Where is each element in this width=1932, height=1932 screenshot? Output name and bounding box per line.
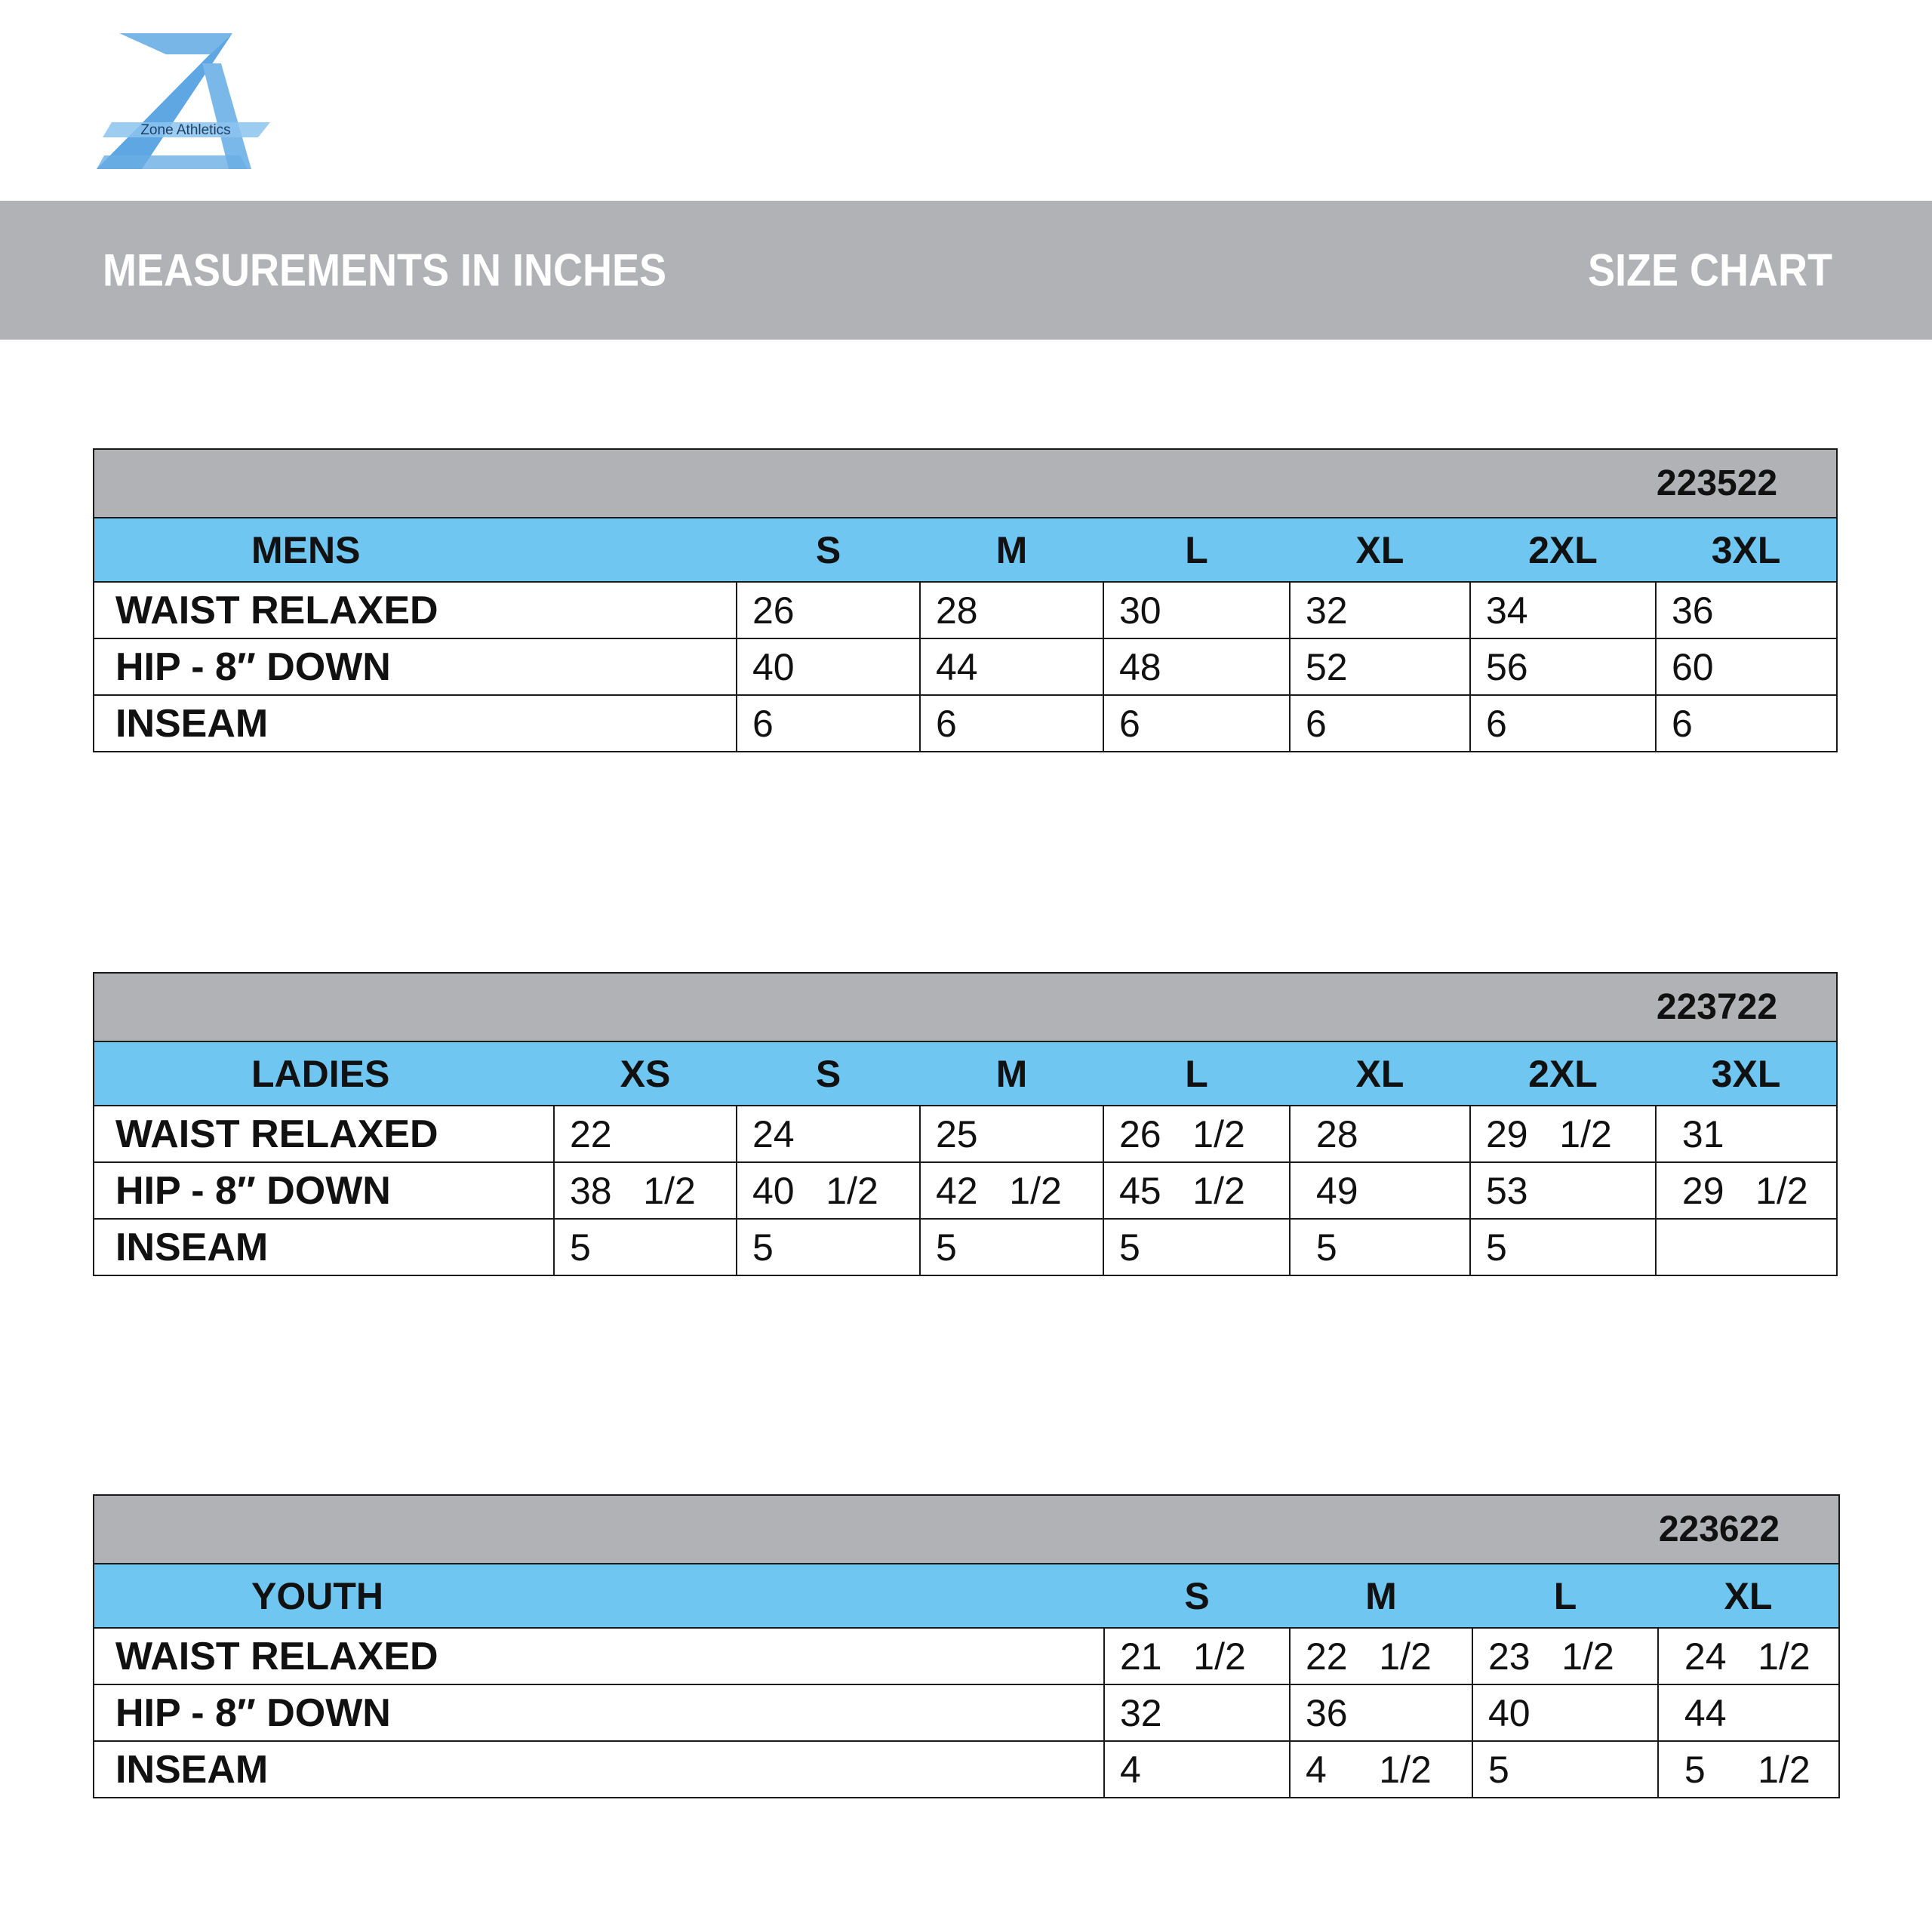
style-code: 223622 bbox=[94, 1495, 1839, 1564]
cell: 32 bbox=[1104, 1684, 1290, 1741]
cell: 28 bbox=[1290, 1106, 1470, 1162]
row-label: WAIST RELAXED bbox=[94, 582, 737, 638]
cell: 29 1/2 bbox=[1656, 1162, 1837, 1219]
mens-size-table bbox=[93, 448, 1838, 752]
cell: 5 bbox=[1103, 1219, 1290, 1275]
table-row bbox=[94, 1162, 1837, 1219]
cell: 5 bbox=[1470, 1219, 1656, 1275]
cell: 6 bbox=[1470, 695, 1656, 752]
cell: 36 bbox=[1656, 582, 1837, 638]
cell: 6 bbox=[1290, 695, 1470, 752]
cell: 52 bbox=[1290, 638, 1470, 695]
size-header: XS bbox=[554, 1041, 737, 1106]
ladies-size-table bbox=[93, 972, 1838, 1276]
cell: 6 bbox=[920, 695, 1103, 752]
cell: 5 bbox=[737, 1219, 920, 1275]
size-header: 2XL bbox=[1470, 1041, 1656, 1106]
cell: 5 bbox=[1472, 1741, 1658, 1798]
size-header: L bbox=[1103, 518, 1290, 582]
size-header: M bbox=[920, 518, 1103, 582]
row-label: HIP - 8″ DOWN bbox=[94, 638, 737, 695]
table-row bbox=[94, 695, 1837, 752]
cell: 45 1/2 bbox=[1103, 1162, 1290, 1219]
row-label: INSEAM bbox=[94, 1741, 1104, 1798]
cell: 42 1/2 bbox=[920, 1162, 1103, 1219]
brand-logo bbox=[97, 33, 276, 169]
size-header: M bbox=[920, 1041, 1103, 1106]
cell: 4 bbox=[1104, 1741, 1290, 1798]
cell: 5 1/2 bbox=[1658, 1741, 1839, 1798]
cell bbox=[1656, 1219, 1837, 1275]
row-label: HIP - 8″ DOWN bbox=[94, 1684, 1104, 1741]
size-header: 2XL bbox=[1470, 518, 1656, 582]
table-row bbox=[94, 638, 1837, 695]
cell: 4 1/2 bbox=[1290, 1741, 1472, 1798]
style-code: 223522 bbox=[94, 449, 1837, 518]
row-label: WAIST RELAXED bbox=[94, 1628, 1104, 1684]
group-header: YOUTH bbox=[94, 1564, 1104, 1628]
size-chart-title: SIZE CHART bbox=[1588, 245, 1832, 296]
cell: 5 bbox=[1290, 1219, 1470, 1275]
size-header: L bbox=[1103, 1041, 1290, 1106]
cell: 6 bbox=[737, 695, 920, 752]
table-row bbox=[94, 1741, 1839, 1798]
cell: 34 bbox=[1470, 582, 1656, 638]
cell: 29 1/2 bbox=[1470, 1106, 1656, 1162]
table-row bbox=[94, 1106, 1837, 1162]
cell: 22 1/2 bbox=[1290, 1628, 1472, 1684]
row-label: HIP - 8″ DOWN bbox=[94, 1162, 554, 1219]
cell: 48 bbox=[1103, 638, 1290, 695]
cell: 26 bbox=[737, 582, 920, 638]
cell: 44 bbox=[1658, 1684, 1839, 1741]
cell: 21 1/2 bbox=[1104, 1628, 1290, 1684]
size-header: S bbox=[1104, 1564, 1290, 1628]
cell: 36 bbox=[1290, 1684, 1472, 1741]
size-header: XL bbox=[1658, 1564, 1839, 1628]
size-header: M bbox=[1290, 1564, 1472, 1628]
header-banner bbox=[0, 201, 1932, 340]
cell: 60 bbox=[1656, 638, 1837, 695]
row-label: INSEAM bbox=[94, 695, 737, 752]
cell: 5 bbox=[920, 1219, 1103, 1275]
cell: 40 bbox=[737, 638, 920, 695]
cell: 24 1/2 bbox=[1658, 1628, 1839, 1684]
style-code: 223722 bbox=[94, 973, 1837, 1041]
table-row bbox=[94, 1628, 1839, 1684]
size-header: XL bbox=[1290, 1041, 1470, 1106]
cell: 24 bbox=[737, 1106, 920, 1162]
cell: 31 bbox=[1656, 1106, 1837, 1162]
cell: 44 bbox=[920, 638, 1103, 695]
table-row bbox=[94, 1219, 1837, 1275]
cell: 6 bbox=[1103, 695, 1290, 752]
size-header: XL bbox=[1290, 518, 1470, 582]
cell: 32 bbox=[1290, 582, 1470, 638]
cell: 40 1/2 bbox=[737, 1162, 920, 1219]
row-label: INSEAM bbox=[94, 1219, 554, 1275]
size-header: L bbox=[1472, 1564, 1658, 1628]
cell: 56 bbox=[1470, 638, 1656, 695]
size-header: S bbox=[737, 518, 920, 582]
cell: 5 bbox=[554, 1219, 737, 1275]
table-row bbox=[94, 1684, 1839, 1741]
cell: 23 1/2 bbox=[1472, 1628, 1658, 1684]
cell: 38 1/2 bbox=[554, 1162, 737, 1219]
cell: 28 bbox=[920, 582, 1103, 638]
size-header: 3XL bbox=[1656, 518, 1837, 582]
brand-name: Zone Athletics bbox=[140, 122, 231, 138]
cell: 53 bbox=[1470, 1162, 1656, 1219]
group-header: LADIES bbox=[94, 1041, 554, 1106]
units-title: MEASUREMENTS IN INCHES bbox=[103, 245, 667, 296]
cell: 22 bbox=[554, 1106, 737, 1162]
row-label: WAIST RELAXED bbox=[94, 1106, 554, 1162]
size-header: 3XL bbox=[1656, 1041, 1837, 1106]
zone-athletics-logo-icon bbox=[97, 33, 276, 169]
youth-size-table bbox=[93, 1494, 1840, 1798]
group-header: MENS bbox=[94, 518, 737, 582]
cell: 6 bbox=[1656, 695, 1837, 752]
cell: 25 bbox=[920, 1106, 1103, 1162]
cell: 40 bbox=[1472, 1684, 1658, 1741]
cell: 49 bbox=[1290, 1162, 1470, 1219]
size-header: S bbox=[737, 1041, 920, 1106]
table-row bbox=[94, 582, 1837, 638]
cell: 30 bbox=[1103, 582, 1290, 638]
cell: 26 1/2 bbox=[1103, 1106, 1290, 1162]
